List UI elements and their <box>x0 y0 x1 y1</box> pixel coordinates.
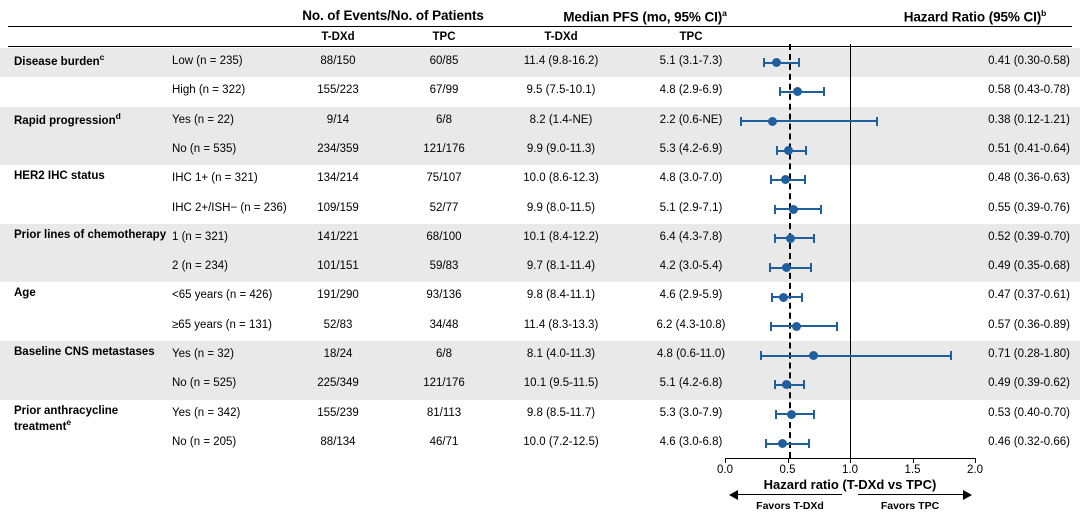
header-sub-events-tdxd <box>300 31 376 43</box>
events-tpc-value: 121/176 <box>423 142 465 155</box>
events-tpc-value: 52/77 <box>429 201 459 214</box>
subgroup-category: Rapid progression$^d$ <box>14 110 121 127</box>
pfs-tpc-value: 5.3 (4.2-6.9) <box>659 142 723 155</box>
ci-lower-cap <box>770 322 772 331</box>
hazard-ratio-value: 0.71 (0.28-1.80) <box>988 348 1070 360</box>
confidence-interval-line <box>740 120 876 122</box>
subgroup-label: No (n = 205) <box>172 435 237 448</box>
hazard-ratio-point <box>779 293 788 302</box>
hazard-ratio-point <box>787 410 796 419</box>
pfs-tdxd-value: 10.0 (7.2-12.5) <box>523 435 599 448</box>
header-hr-label: Hazard Ratio (95% CI) <box>903 9 1042 25</box>
hazard-ratio-point <box>792 322 801 331</box>
subgroup-label: No (n = 525) <box>172 377 237 390</box>
pfs-tpc-value: 5.1 (2.9-7.1) <box>659 201 723 214</box>
ci-lower-cap <box>774 234 776 243</box>
pfs-tdxd-value: 9.8 (8.4-11.1) <box>526 289 596 302</box>
ci-lower-cap <box>779 87 781 96</box>
pfs-tdxd-value: 8.2 (1.4-NE) <box>529 113 593 126</box>
axis-tick <box>975 458 976 463</box>
pfs-tpc-value: 4.8 (3.0-7.0) <box>659 172 723 185</box>
events-tpc-value: 34/48 <box>429 318 459 331</box>
subgroup-category: Baseline CNS metastases <box>14 346 155 358</box>
events-tdxd-value: 155/239 <box>317 406 359 419</box>
ci-lower-cap <box>774 380 776 389</box>
ci-lower-cap <box>775 410 777 419</box>
pfs-tdxd-value: 9.8 (8.5-11.7) <box>526 406 596 419</box>
hazard-ratio-value: 0.57 (0.36-0.89) <box>988 318 1070 331</box>
axis-tick-label: 1.0 <box>842 464 858 476</box>
header-pfs-footnote: a <box>722 8 727 18</box>
pfs-tdxd-value: 10.0 (8.6-12.3) <box>523 172 599 185</box>
events-tpc-value: 6/8 <box>436 113 452 126</box>
events-tdxd-value: 88/134 <box>320 435 356 448</box>
ci-upper-cap <box>813 410 815 419</box>
ci-upper-cap <box>798 58 800 67</box>
header-sub-events-tpc <box>406 31 482 43</box>
events-tpc-value: 67/99 <box>429 84 459 97</box>
pfs-tdxd-value: 9.9 (8.0-11.5) <box>526 201 596 214</box>
header-sub-pfs-tdxd <box>506 31 616 43</box>
favors-tdxd-text: Favors T-DXd <box>756 500 824 512</box>
header-sub-pfs-tpc <box>636 31 746 43</box>
ci-upper-cap <box>805 146 807 155</box>
hazard-ratio-point <box>786 234 795 243</box>
hazard-ratio-value: 0.49 (0.39-0.62) <box>988 377 1070 390</box>
hazard-ratio-value: 0.47 (0.37-0.61) <box>988 289 1070 302</box>
events-tdxd-value: 101/151 <box>317 260 359 273</box>
pfs-tpc-value: 4.8 (0.6-11.0) <box>656 348 726 360</box>
hazard-ratio-value: 0.55 (0.39-0.76) <box>988 201 1070 214</box>
header-top-rule <box>8 26 1072 27</box>
ci-upper-cap <box>823 87 825 96</box>
subgroup-label: Low (n = 235) <box>172 55 243 67</box>
hazard-ratio-point <box>768 117 777 126</box>
subgroup-label: Yes (n = 22) <box>172 113 234 126</box>
ci-lower-cap <box>771 293 773 302</box>
pfs-tpc-value: 4.6 (3.0-6.8) <box>659 435 723 448</box>
subgroup-category: Age <box>14 287 36 300</box>
hazard-ratio-point <box>793 87 802 96</box>
ci-upper-cap <box>876 117 878 126</box>
hazard-ratio-value: 0.51 (0.41-0.64) <box>988 142 1070 155</box>
subgroup-label: Yes (n = 342) <box>172 406 241 419</box>
hazard-ratio-value: 0.48 (0.36-0.63) <box>988 172 1070 185</box>
favors-left-arrowhead <box>729 490 738 500</box>
pfs-tpc-value: 4.8 (2.9-6.9) <box>659 84 723 97</box>
ci-lower-cap <box>740 117 742 126</box>
ci-upper-cap <box>813 234 815 243</box>
ci-upper-cap <box>801 293 803 302</box>
pfs-tpc-value: 4.6 (2.9-5.9) <box>659 289 723 302</box>
pfs-tpc-value: 2.2 (0.6-NE) <box>659 113 723 126</box>
pfs-tpc-value: 5.3 (3.0-7.9) <box>659 406 723 419</box>
events-tdxd-value: 109/159 <box>317 201 359 214</box>
subgroup-label: IHC 1+ (n = 321) <box>172 172 258 185</box>
events-tpc-value: 60/85 <box>429 55 459 67</box>
pfs-tpc-value: 5.1 (3.1-7.3) <box>659 55 723 67</box>
subgroup-label: <65 years (n = 426) <box>172 289 273 302</box>
events-tdxd-value: 225/349 <box>317 377 359 390</box>
events-tpc-value: 59/83 <box>429 260 459 273</box>
ci-upper-cap <box>810 263 812 272</box>
hazard-ratio-point <box>809 351 818 360</box>
reference-line-overall-effect <box>789 44 791 458</box>
axis-tick-label: 2.0 <box>967 464 983 476</box>
axis-tick <box>788 458 789 463</box>
header-sub-pfs-tdxd-label: T-DXd <box>544 31 578 43</box>
events-tdxd-value: 155/223 <box>317 84 359 97</box>
events-tdxd-value: 234/359 <box>317 142 359 155</box>
subgroup-label: High (n = 322) <box>172 84 246 97</box>
header-sub-events-tdxd-label: T-DXd <box>321 31 355 43</box>
ci-lower-cap <box>763 58 765 67</box>
axis-tick-label: 1.5 <box>904 464 921 476</box>
ci-upper-cap <box>836 322 838 331</box>
hazard-ratio-value: 0.38 (0.12-1.21) <box>988 113 1070 126</box>
axis-tick-label: 0.0 <box>717 464 733 476</box>
ci-lower-cap <box>760 351 762 360</box>
header-pfs-label: Median PFS (mo, 95% CI) <box>563 9 723 25</box>
pfs-tpc-value: 5.1 (4.2-6.8) <box>659 377 723 390</box>
header-sub-pfs-tpc-label: TPC <box>679 31 703 43</box>
ci-upper-cap <box>950 351 952 360</box>
ci-upper-cap <box>808 439 810 448</box>
pfs-tdxd-value: 11.4 (9.8-16.2) <box>523 55 599 67</box>
axis-tick <box>913 458 914 463</box>
confidence-interval-line <box>770 325 836 327</box>
pfs-tpc-value: 4.2 (3.0-5.4) <box>659 260 723 273</box>
confidence-interval-line <box>760 355 950 357</box>
axis-tick-label: 0.5 <box>779 464 796 476</box>
events-tpc-value: 75/107 <box>426 172 462 185</box>
header-hr <box>880 8 1070 25</box>
events-tdxd-value: 9/14 <box>326 113 350 126</box>
events-tpc-value: 46/71 <box>429 435 459 448</box>
pfs-tdxd-value: 9.9 (9.0-11.3) <box>526 142 596 155</box>
subgroup-category: HER2 IHC status <box>14 170 105 183</box>
category-footnote: e <box>66 416 72 427</box>
axis-title-label: Hazard ratio (T-DXd vs TPC) <box>763 477 937 492</box>
header-events <box>283 8 503 23</box>
ci-lower-cap <box>769 263 771 272</box>
pfs-tdxd-value: 8.1 (4.0-11.3) <box>526 348 596 360</box>
header-sub-events-tpc-label: TPC <box>432 31 456 43</box>
events-tpc-value: 81/113 <box>426 406 462 419</box>
subgroup-label: No (n = 535) <box>172 142 237 155</box>
pfs-tpc-value: 6.4 (4.3-7.8) <box>659 230 723 243</box>
events-tdxd-value: 134/214 <box>317 172 359 185</box>
subgroup-category: Disease burden$^c$ <box>14 52 105 68</box>
hazard-ratio-point <box>784 146 793 155</box>
pfs-tdxd-value: 10.1 (9.5-11.5) <box>523 377 599 390</box>
subgroup-label: IHC 2+/ISH− (n = 236) <box>172 201 287 214</box>
ci-upper-cap <box>803 380 805 389</box>
header-hr-footnote: b <box>1041 8 1047 18</box>
header-pfs <box>520 8 770 25</box>
events-tpc-value: 121/176 <box>423 377 465 390</box>
axis-title <box>700 477 1000 492</box>
hazard-ratio-point <box>772 58 781 67</box>
pfs-tdxd-value: 11.4 (8.3-13.3) <box>523 318 599 331</box>
ci-upper-cap <box>820 205 822 214</box>
axis-tick <box>725 458 726 463</box>
hazard-ratio-value: 0.52 (0.39-0.70) <box>988 230 1070 243</box>
subgroup-label: 2 (n = 234) <box>172 260 228 273</box>
hazard-ratio-point <box>781 175 790 184</box>
subgroup-label: Yes (n = 32) <box>172 348 234 360</box>
hazard-ratio-value: 0.41 (0.30-0.58) <box>988 55 1070 67</box>
events-tpc-value: 93/136 <box>426 289 462 302</box>
axis-tick <box>850 458 851 463</box>
subgroup-label: 1 (n = 321) <box>172 230 228 243</box>
events-tdxd-value: 191/290 <box>317 289 359 302</box>
hazard-ratio-value: 0.53 (0.40-0.70) <box>988 406 1070 419</box>
ci-lower-cap <box>776 146 778 155</box>
category-footnote: c <box>99 52 105 62</box>
ci-lower-cap <box>765 439 767 448</box>
favors-tpc-text: Favors TPC <box>880 500 940 512</box>
subgroup-category: Prior lines of chemotherapy <box>14 228 167 241</box>
forest-plot <box>725 44 975 458</box>
hazard-ratio-value: 0.46 (0.32-0.66) <box>988 435 1070 448</box>
favors-left-arrow-line <box>737 494 842 495</box>
ci-lower-cap <box>774 205 776 214</box>
reference-line-null <box>850 44 851 458</box>
events-tdxd-value: 88/150 <box>320 55 356 67</box>
hazard-ratio-point <box>789 205 798 214</box>
header-events-label: No. of Events/No. of Patients <box>302 8 484 23</box>
hazard-ratio-point <box>778 439 787 448</box>
pfs-tdxd-value: 9.5 (7.5-10.1) <box>526 84 596 97</box>
category-footnote: d <box>115 110 121 121</box>
hazard-ratio-point <box>782 263 791 272</box>
ci-lower-cap <box>770 175 772 184</box>
pfs-tdxd-value: 10.1 (8.4-12.2) <box>523 230 599 243</box>
hazard-ratio-value: 0.49 (0.35-0.68) <box>988 260 1070 273</box>
events-tdxd-value: 52/83 <box>323 318 353 331</box>
events-tpc-value: 6/8 <box>436 348 452 360</box>
favors-right-arrowhead <box>963 490 972 500</box>
events-tdxd-value: 141/221 <box>317 230 359 243</box>
events-tpc-value: 68/100 <box>426 230 462 243</box>
events-tdxd-value: 18/24 <box>323 348 353 360</box>
subgroup-label: ≥65 years (n = 131) <box>172 318 272 331</box>
favors-tdxd-label <box>735 500 845 512</box>
pfs-tdxd-value: 9.7 (8.1-11.4) <box>526 260 596 273</box>
hazard-ratio-value: 0.58 (0.43-0.78) <box>988 84 1070 97</box>
ci-upper-cap <box>804 175 806 184</box>
favors-tpc-label <box>855 500 965 512</box>
favors-right-arrow-line <box>858 494 963 495</box>
subgroup-category: Prior anthracycline treatment$^e$ <box>14 404 119 433</box>
pfs-tpc-value: 6.2 (4.3-10.8) <box>656 318 726 331</box>
